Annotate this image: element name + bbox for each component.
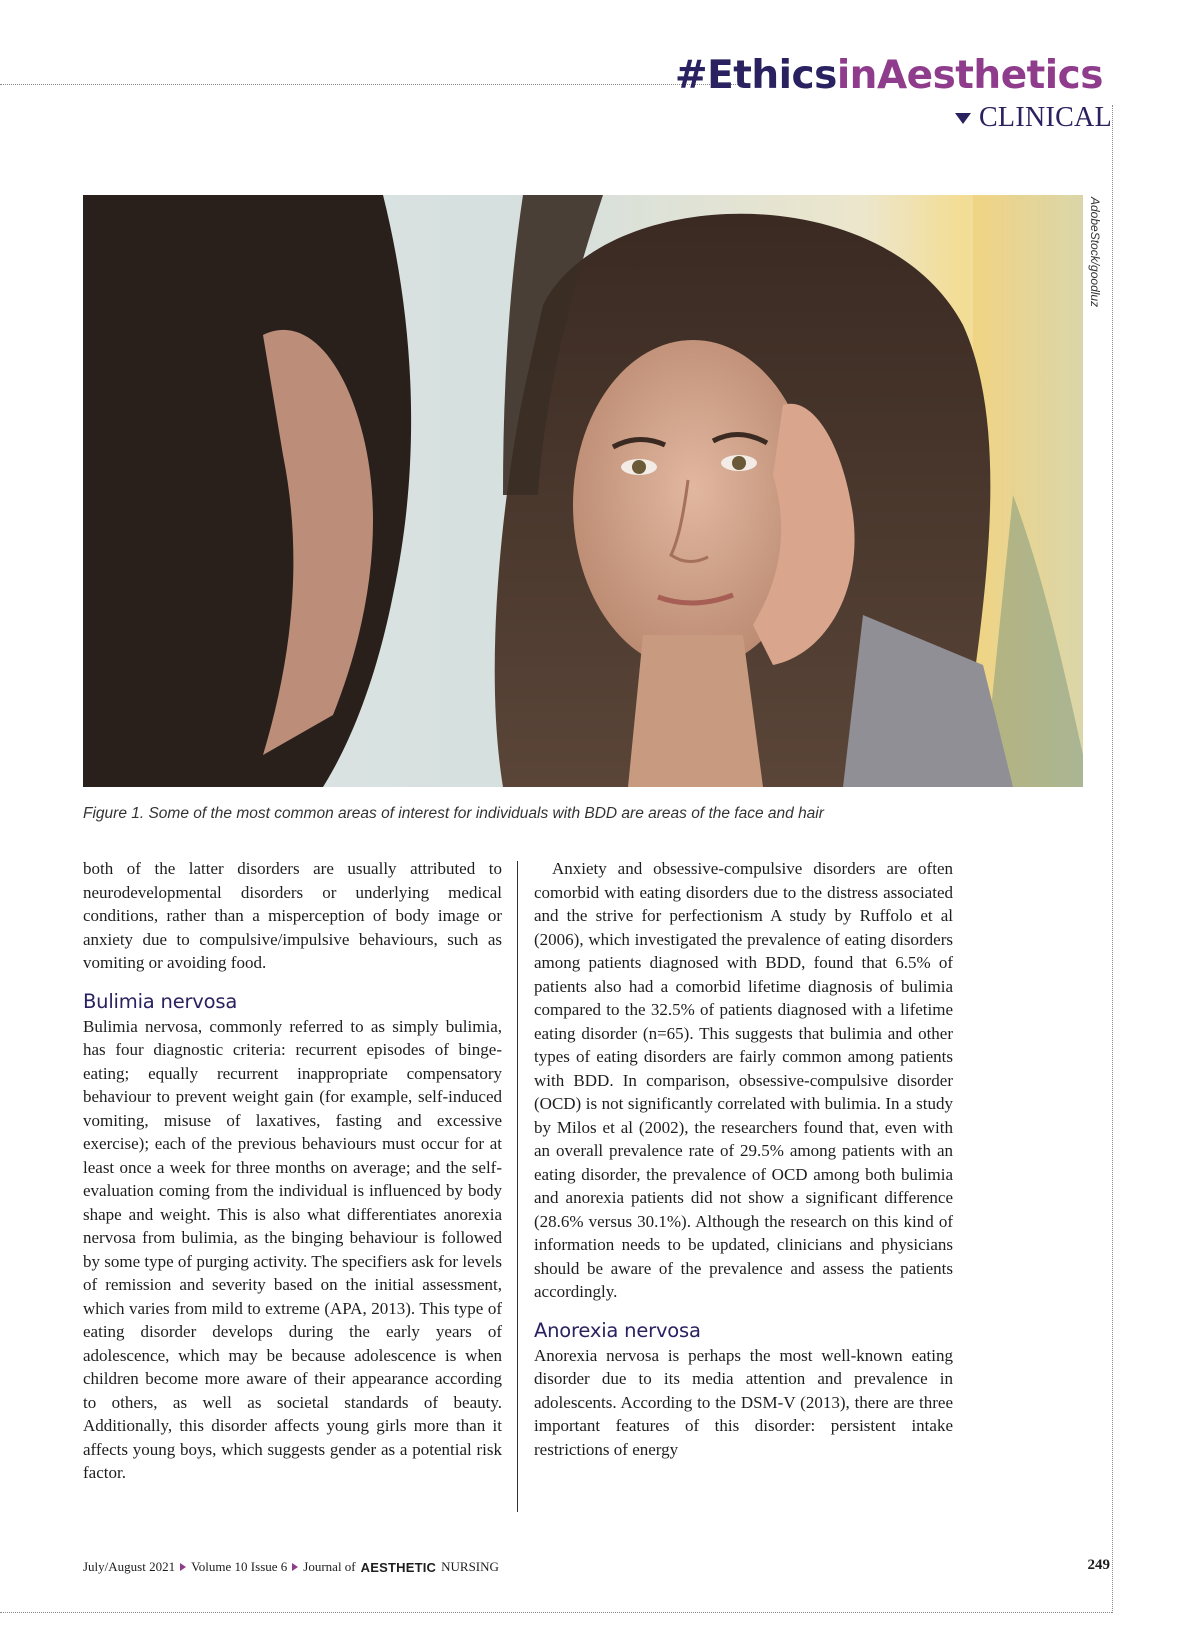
heading-anorexia: Anorexia nervosa: [534, 1318, 701, 1342]
footer-date: July/August 2021: [83, 1559, 176, 1574]
woman-mirror-illustration: [83, 195, 1083, 787]
footer-journal-bold: AESTHETIC: [360, 1559, 437, 1575]
left-paragraph-1: both of the latter disorders are usually attributed to neurodevelopmental disorders or underlying medical conditions, rather than a misperception of body image or anxiety due to compulsive/impulsive behaviours, such as vomiting or avoiding food.: [83, 859, 502, 972]
page-number: 249: [1087, 1557, 1110, 1573]
brand-hash: #: [674, 53, 708, 98]
right-paragraph-1: Anxiety and obsessive-compulsive disorders are often comorbid with eating disorders due to the distress associated and the strive for perfectionism A study by Ruffolo et al (2006), which investigated the prevalence of eating disorders among patients diagnosed with BDD, found that 6.5% of patients also had a comorbid lifetime diagnosis of bulimia compared to the 32.5% of patients diagnosed with a lifetime eating disorder (n=65). This suggests that bulimia and other types of eating disorders are fairly common among patients with BDD. In comparison, obsessive-compulsive disorder (OCD) is not significantly correlated with bulimia. In a study by Milos et al (2002), the researchers found that, even with an overall prevalence rate of 29.5% among patients with an eating disorder, the prevalence of OCD among both bulimia and anorexia patients did not show a significant difference (28.6% versus 30.1%). Although the research on this kind of information needs to be updated, clinicians and physicians should be aware of the prevalence and assess the patients accordingly.: [534, 859, 953, 1301]
brand-rest: inAesthetics: [836, 53, 1103, 98]
left-column: [83, 857, 502, 1485]
right-column: [534, 857, 953, 1461]
figure-caption: Figure 1. Some of the most common areas of interest for individuals with BDD are areas of the face and hair: [83, 805, 824, 822]
brand-title: [674, 53, 1103, 98]
figure-photo: [83, 195, 1083, 787]
right-paragraph-2: Anorexia nervosa is perhaps the most well-known eating disorder due to its media attention and prevalence in adolescents. According to the DSM-V (2013), there are three important features of this disorder: persistent intake restrictions of energy: [534, 1345, 953, 1459]
footer: [83, 1559, 499, 1575]
brand-bold: Ethics: [707, 53, 837, 98]
section-text: CLINICAL: [978, 102, 1112, 133]
left-paragraph-2: Bulimia nervosa, commonly referred to as simply bulimia, has four diagnostic criteria: recurrent episodes of binge-eating; equally recurrent inappropriate compensatory behaviour to prevent weight gain (for example, self-induced vomiting, misuse of laxatives, fasting and excessive exercise); each of the previous behaviours must occur for at least once a week for three months on average; and the self-evaluation coming from the individual is influenced by body shape and weight. This is also what differentiates anorexia nervosa from bulimia, as the binging behaviour is followed by some type of purging activity. The specifiers ask for levels of remission and severity based on the initial assessment, which varies from mild to extreme (APA, 2013). This type of eating disorder develops during the early years of adolescence, which may be because adolescence is when children become more aware of their appearance according to others, as well as societal standards of beauty. Additionally, this disorder affects young girls more than it affects young boys, which suggests gender as a potential risk factor.: [83, 1016, 502, 1482]
photo-credit: AdobeStock/goodluz: [1088, 197, 1102, 308]
footer-journal-suffix: NURSING: [441, 1559, 499, 1574]
triangle-right-icon: [292, 1563, 298, 1571]
section-label: [955, 102, 1112, 134]
footer-journal-prefix: Journal of: [303, 1559, 356, 1574]
bottom-rule: [0, 1612, 1112, 1613]
column-divider: [517, 861, 518, 1512]
heading-bulimia: Bulimia nervosa: [83, 989, 238, 1013]
footer-volume: Volume 10 Issue 6: [191, 1559, 288, 1574]
triangle-down-icon: [955, 113, 971, 124]
triangle-right-icon: [180, 1563, 186, 1571]
top-rule: [0, 84, 750, 85]
right-rule: [1112, 105, 1113, 1613]
